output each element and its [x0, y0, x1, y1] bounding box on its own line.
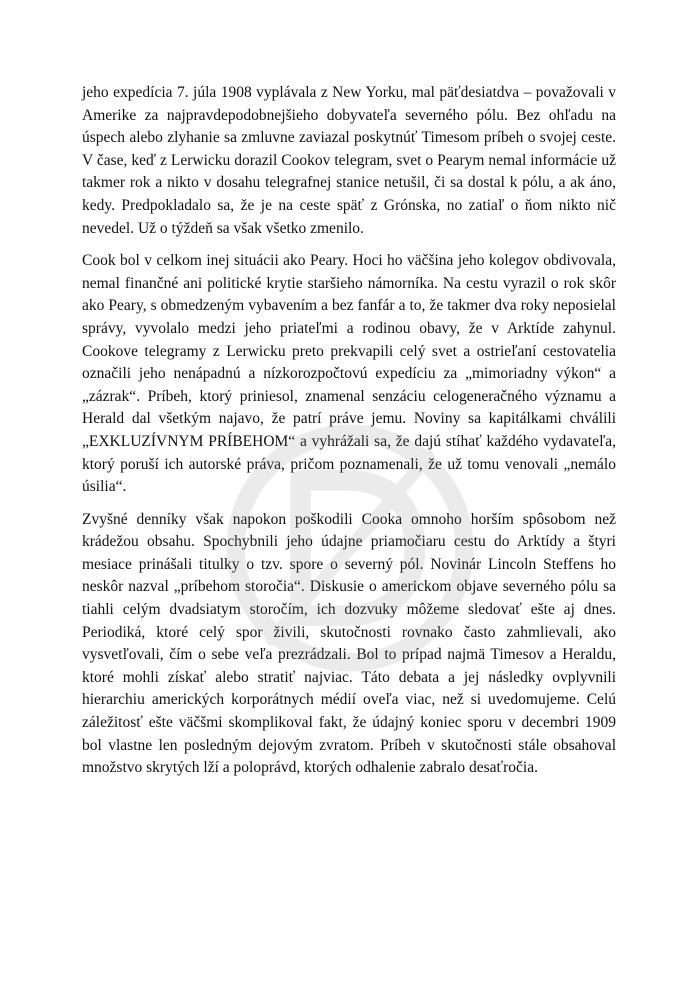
paragraph-1: jeho expedícia 7. júla 1908 vyplávala z New Yorku, mal päťdesiatdva – považovali v Amerike za najpravdepodobnejšieho dobyvateľa severného pólu. Bez ohľadu na úspech alebo zlyhanie sa zmluvne zaviazal poskytnúť Timesom príbeh o svojej ceste. V čase, keď z Lerwicku dorazil Cookov telegram, svet o Pearym nemal informácie už takmer rok a nikto v dosahu telegrafnej stanice netušil, či sa dostal k pólu, a ak áno, kedy. Predpokladalo sa, že je na ceste späť z Grónska, no zatiaľ o ňom nikto nič nevedel. Už o týždeň sa však všetko zmenilo. — [82, 84, 616, 237]
paragraph-3: Zvyšné denníky však napokon poškodili Cooka omnoho horším spôsobom než krádežou obsahu. Spochybnili jeho údajne priamočiaru cestu do Arktídy a štyri mesiace prinášali titulky o tzv. spore o severný pól. Novinár Lincoln Steffens ho neskôr nazval „príbehom storočia“. Diskusie o americkom objave severného pólu sa tiahli celým dvadsiatym storočím, ich dozvuky môžeme sledovať ešte aj dnes. Periodiká, ktoré celý spor živili, skutočnosti rovnako často zahmlievali, ako vysvetľovali, čím o sebe veľa prezrádzali. Bol to prípad najmä Timesov a Heraldu, ktoré mohli získať alebo stratiť najviac. Táto debata a jej následky ovplyvnili hierarchiu amerických korporátnych médií oveľa viac, než si uvedomujeme. Celú záležitosť ešte väčšmi skomplikoval fakt, že údajný koniec sporu v decembri 1909 bol vlastne len posledným dejovým zvratom. Príbeh v skutočnosti stále obsahoval množstvo skrytých lží a poloprávd, ktorých odhalenie zabralo desaťročia. — [82, 510, 616, 777]
paragraph-2: Cook bol v celkom inej situácii ako Peary. Hoci ho väčšina jeho kolegov obdivovala, nemal finančné ani politické krytie staršieho námorníka. Na cestu vyrazil o rok skôr ako Peary, s obmedzeným vybavením a bez fanfár a to, že takmer dva roky neposielal správy, vyvolalo medzi jeho priateľmi a rodinou obavy, že v Arktíde zahynul. Cookove telegramy z Lerwicku preto prekvapili celý svet a ostrieľaní cestovatelia označili jeho nenápadnú a nízkorozpočtovú expedíciu za „mimoriadny výkon“ a „zázrak“. Príbeh, ktorý priniesol, znamenal senzáciu celogeneračného významu a Herald dal všetkým najavo, že patrí práve jemu. Noviny sa kapitálkami chválili „EXKLUZÍVNYM PRÍBEHOM“ a vyhrážali sa, že dajú stíhať každého vydavateľa, ktorý poruší ich autorské práva, pričom poznamenali, že už tomu venovali „nemálo úsilia“. — [82, 252, 616, 496]
body-text — [82, 82, 616, 790]
